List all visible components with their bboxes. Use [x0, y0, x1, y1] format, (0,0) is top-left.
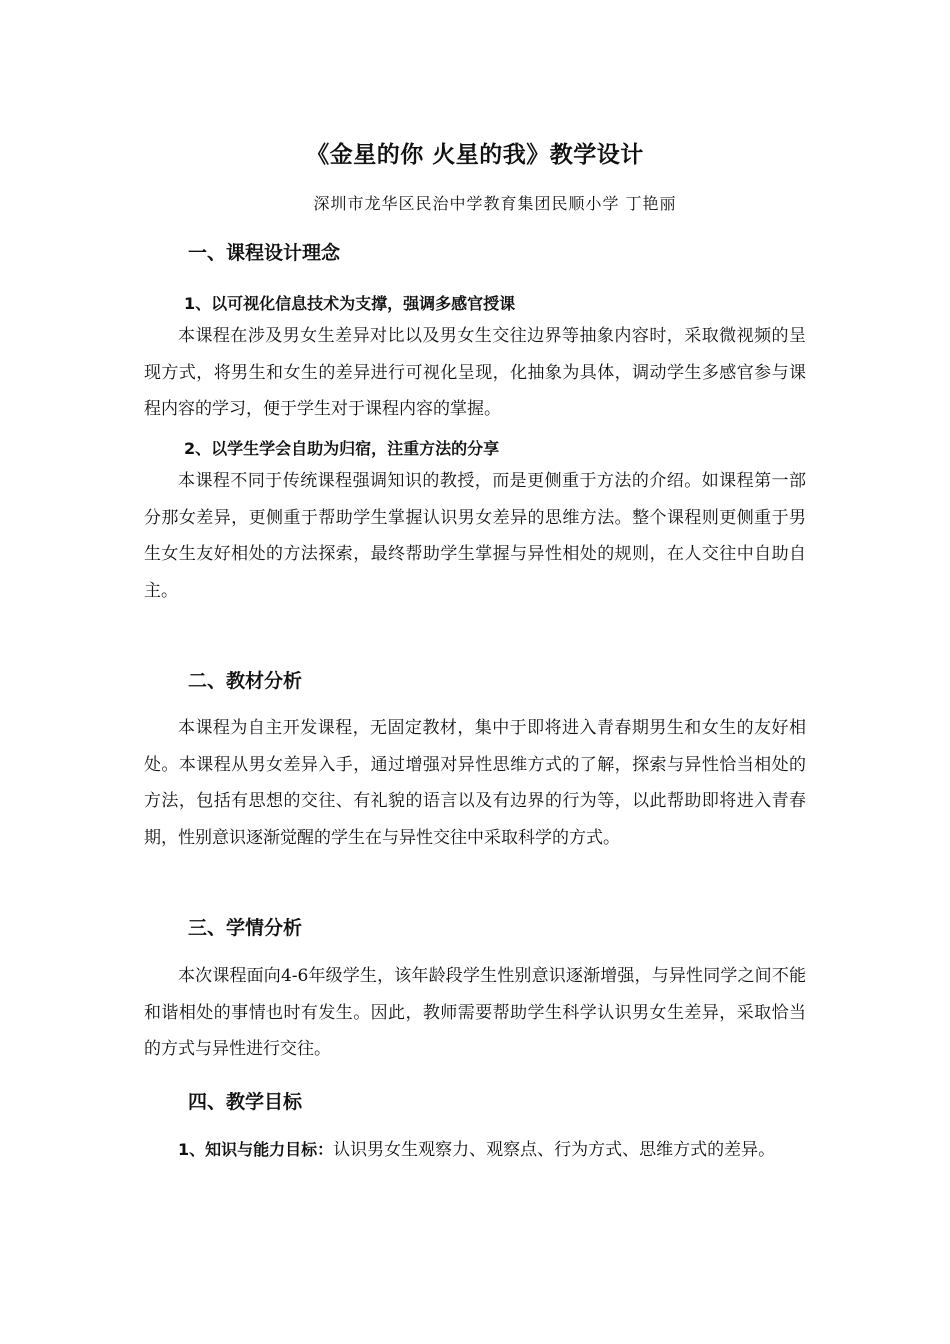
section-heading-teaching-goals: 四、教学目标: [188, 1091, 303, 1113]
goal-knowledge-text: 认识男女生观察力、观察点、行为方式、思维方式的差异。: [333, 1140, 776, 1160]
document-title: 《金星的你 火星的我》教学设计: [306, 142, 644, 168]
section-heading-student-analysis: 三、学情分析: [188, 917, 303, 939]
document-author: 深圳市龙华区民治中学教育集团民顺小学 丁艳丽: [313, 194, 677, 213]
goal-knowledge-label: 1、知识与能力目标：: [178, 1140, 334, 1159]
section-heading-design-concept: 一、课程设计理念: [188, 242, 341, 264]
paragraph-student-analysis: 本次课程面向4-6年级学生，该年龄段学生性别意识逐渐增强，与异性同学之间不能和谐相处的事情也时有发生。因此，教师需要帮助学生科学认识男女生差异，采取恰当的方式与异性进行交往。: [144, 966, 806, 1059]
subsection-heading-self-help: 2、以学生学会自助为归宿，注重方法的分享: [184, 439, 500, 458]
paragraph-goal-knowledge: [144, 1132, 806, 1169]
paragraph-self-help: 本课程不同于传统课程强调知识的教授，而是更侧重于方法的介绍。如课程第一部分那女差异，更侧重于帮助学生掌握认识男女差异的思维方法。整个课程则更侧重于男生女生友好相处的方法探索，最终帮助学生掌握与异性相处的规则，在人交往中自助自主。: [144, 471, 806, 601]
paragraph-visual-tech: 本课程在涉及男女生差异对比以及男女生交往边界等抽象内容时，采取微视频的呈现方式，将男生和女生的差异进行可视化呈现，化抽象为具体，调动学生多感官参与课程内容的学习，便于学生对于课程内容的掌握。: [144, 326, 806, 419]
section-heading-material-analysis: 二、教材分析: [188, 670, 303, 692]
paragraph-material-analysis: 本课程为自主开发课程，无固定教材，集中于即将进入青春期男生和女生的友好相处。本课程从男女差异入手，通过增强对异性思维方式的了解，探索与异性恰当相处的方法，包括有思想的交往、有礼貌的语言以及有边界的行为等，以此帮助即将进入青春期，性别意识逐渐觉醒的学生在与异性交往中采取科学的方式。: [144, 718, 806, 848]
subsection-heading-visual-tech: 1、以可视化信息技术为支撑，强调多感官授课: [184, 294, 516, 313]
